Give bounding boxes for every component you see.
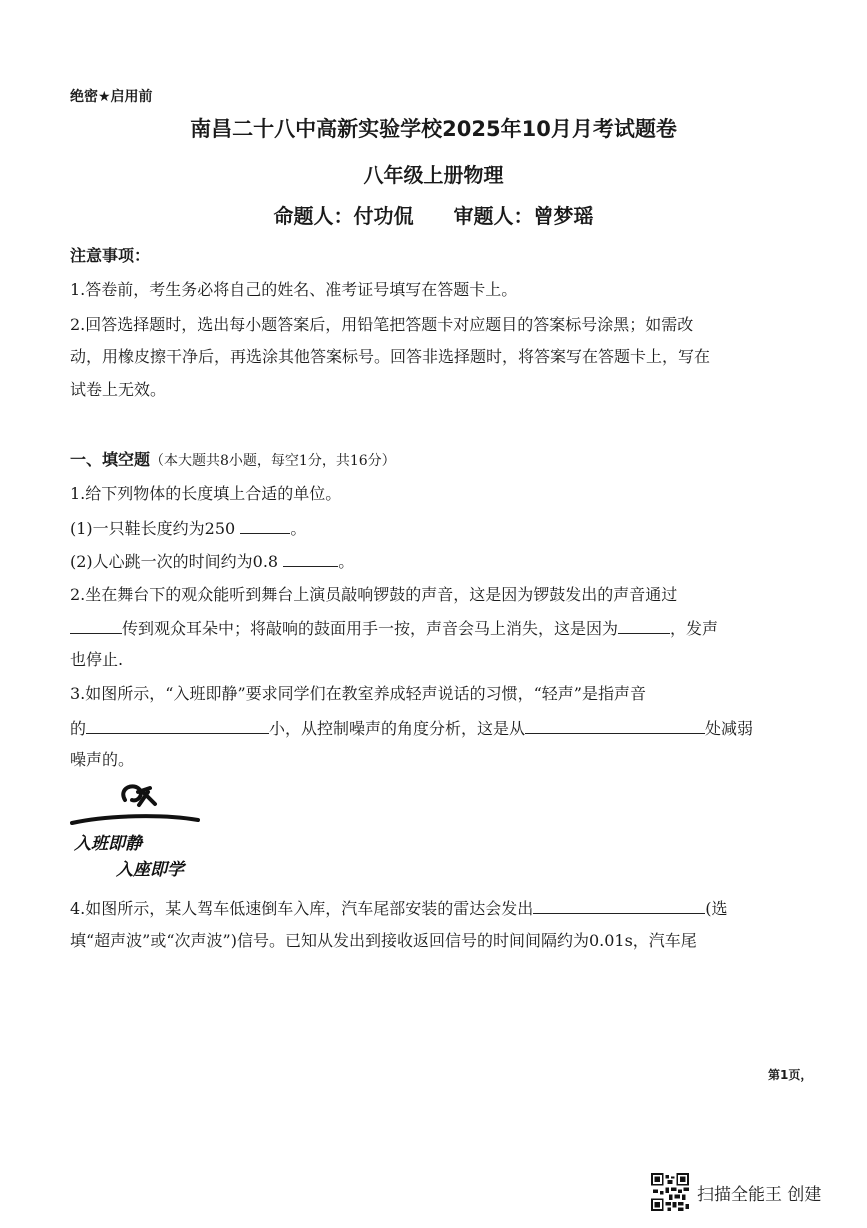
- exam-subtitle: 八年级上册物理: [363, 163, 504, 187]
- notes-item-2-line-3: 试卷上无效。: [70, 380, 167, 399]
- q4-line-1-text-a: 4.如图所示，某人驾车低速倒车入库，汽车尾部安装的雷达会发出: [70, 899, 534, 918]
- q3-line-2-text-b: 小，从控制噪声的角度分析，这是从: [269, 719, 526, 738]
- q1-stem: 1.给下列物体的长度填上合适的单位。: [70, 484, 342, 503]
- q1-part-1-end: 。: [290, 519, 307, 538]
- q1-part-1-text: (1)一只鞋长度约为250: [70, 519, 236, 538]
- figure-caption-1: 入班即静: [74, 834, 142, 854]
- scanner-watermark: [651, 1172, 821, 1212]
- quiet-classroom-figure: [68, 780, 208, 880]
- q2-blank-1[interactable]: [70, 618, 122, 634]
- watermark-text: 扫描全能王 创建: [697, 1184, 822, 1205]
- q2-line-2-text-b: ，发声: [670, 619, 719, 638]
- qr-code-icon: [651, 1173, 689, 1211]
- q1-part-2-end: 。: [338, 552, 355, 571]
- q1-part-2-blank[interactable]: [283, 551, 338, 567]
- q3-line-1: 3.如图所示，“入班即静”要求同学们在教室养成轻声说话的习惯，“轻声”是指声音: [70, 684, 646, 703]
- section-1-note: （本大题共8小题，每空1分，共16分）: [150, 453, 396, 469]
- page-number: 第1页，: [768, 1068, 813, 1082]
- q3-line-2-text-c: 处减弱: [705, 719, 754, 738]
- q3-line-3: 噪声的。: [70, 750, 135, 769]
- figure-brush-stroke: [72, 816, 198, 823]
- section-1-heading: 一、填空题: [70, 450, 151, 469]
- q4-blank-1[interactable]: [533, 898, 705, 914]
- q3-blank-1[interactable]: [86, 718, 269, 734]
- setter-name: 命题人：付功侃: [273, 204, 414, 228]
- q4-line-2: 填“超声波”或“次声波”)信号。已知从发出到接收返回信号的时间间隔约为0.01s，汽车尾: [70, 931, 697, 950]
- q1-part-1-blank[interactable]: [240, 518, 290, 534]
- notes-item-2-line-2: 动，用橡皮擦干净后，再选涂其他答案标号。回答非选择题时，将答案写在答题卡上，写在: [70, 347, 711, 366]
- q3-line-2-text-a: 的: [70, 719, 87, 738]
- exam-title: 南昌二十八中高新实验学校2025年10月月考试题卷: [190, 117, 677, 141]
- authors-line: [0, 200, 867, 229]
- q3-line-2: [70, 718, 753, 739]
- section-1-header: [70, 450, 396, 471]
- reviewer-name: 审题人：曾梦瑶: [453, 204, 594, 228]
- q2-line-2: [70, 618, 718, 639]
- q1-part-2: [70, 551, 354, 572]
- q1-part-2-text: (2)人心跳一次的时间约为0.8: [70, 552, 279, 571]
- q4-line-1-text-b: (选: [705, 899, 728, 918]
- q4-line-1: [70, 898, 728, 919]
- notes-item-2-line-1: 2.回答选择题时，选出每小题答案后，用铅笔把答题卡对应题目的答案标号涂黑；如需改: [70, 315, 694, 334]
- q2-line-1: 2.坐在舞台下的观众能听到舞台上演员敲响锣鼓的声音，这是因为锣鼓发出的声音通过: [70, 585, 678, 604]
- q2-blank-2[interactable]: [618, 618, 670, 634]
- q2-line-2-text-a: 传到观众耳朵中；将敲响的鼓面用手一按，声音会马上消失，这是因为: [122, 619, 619, 638]
- notes-item-1: 1.答卷前，考生务必将自己的姓名、准考证号填写在答题卡上。: [70, 280, 518, 299]
- figure-caption-2: 入座即学: [116, 860, 184, 880]
- q2-line-3: 也停止.: [70, 650, 124, 669]
- confidential-label: 绝密★启用前: [70, 89, 153, 105]
- notes-heading: 注意事项：: [70, 246, 151, 265]
- q1-part-1: [70, 518, 306, 539]
- q3-blank-2[interactable]: [525, 718, 705, 734]
